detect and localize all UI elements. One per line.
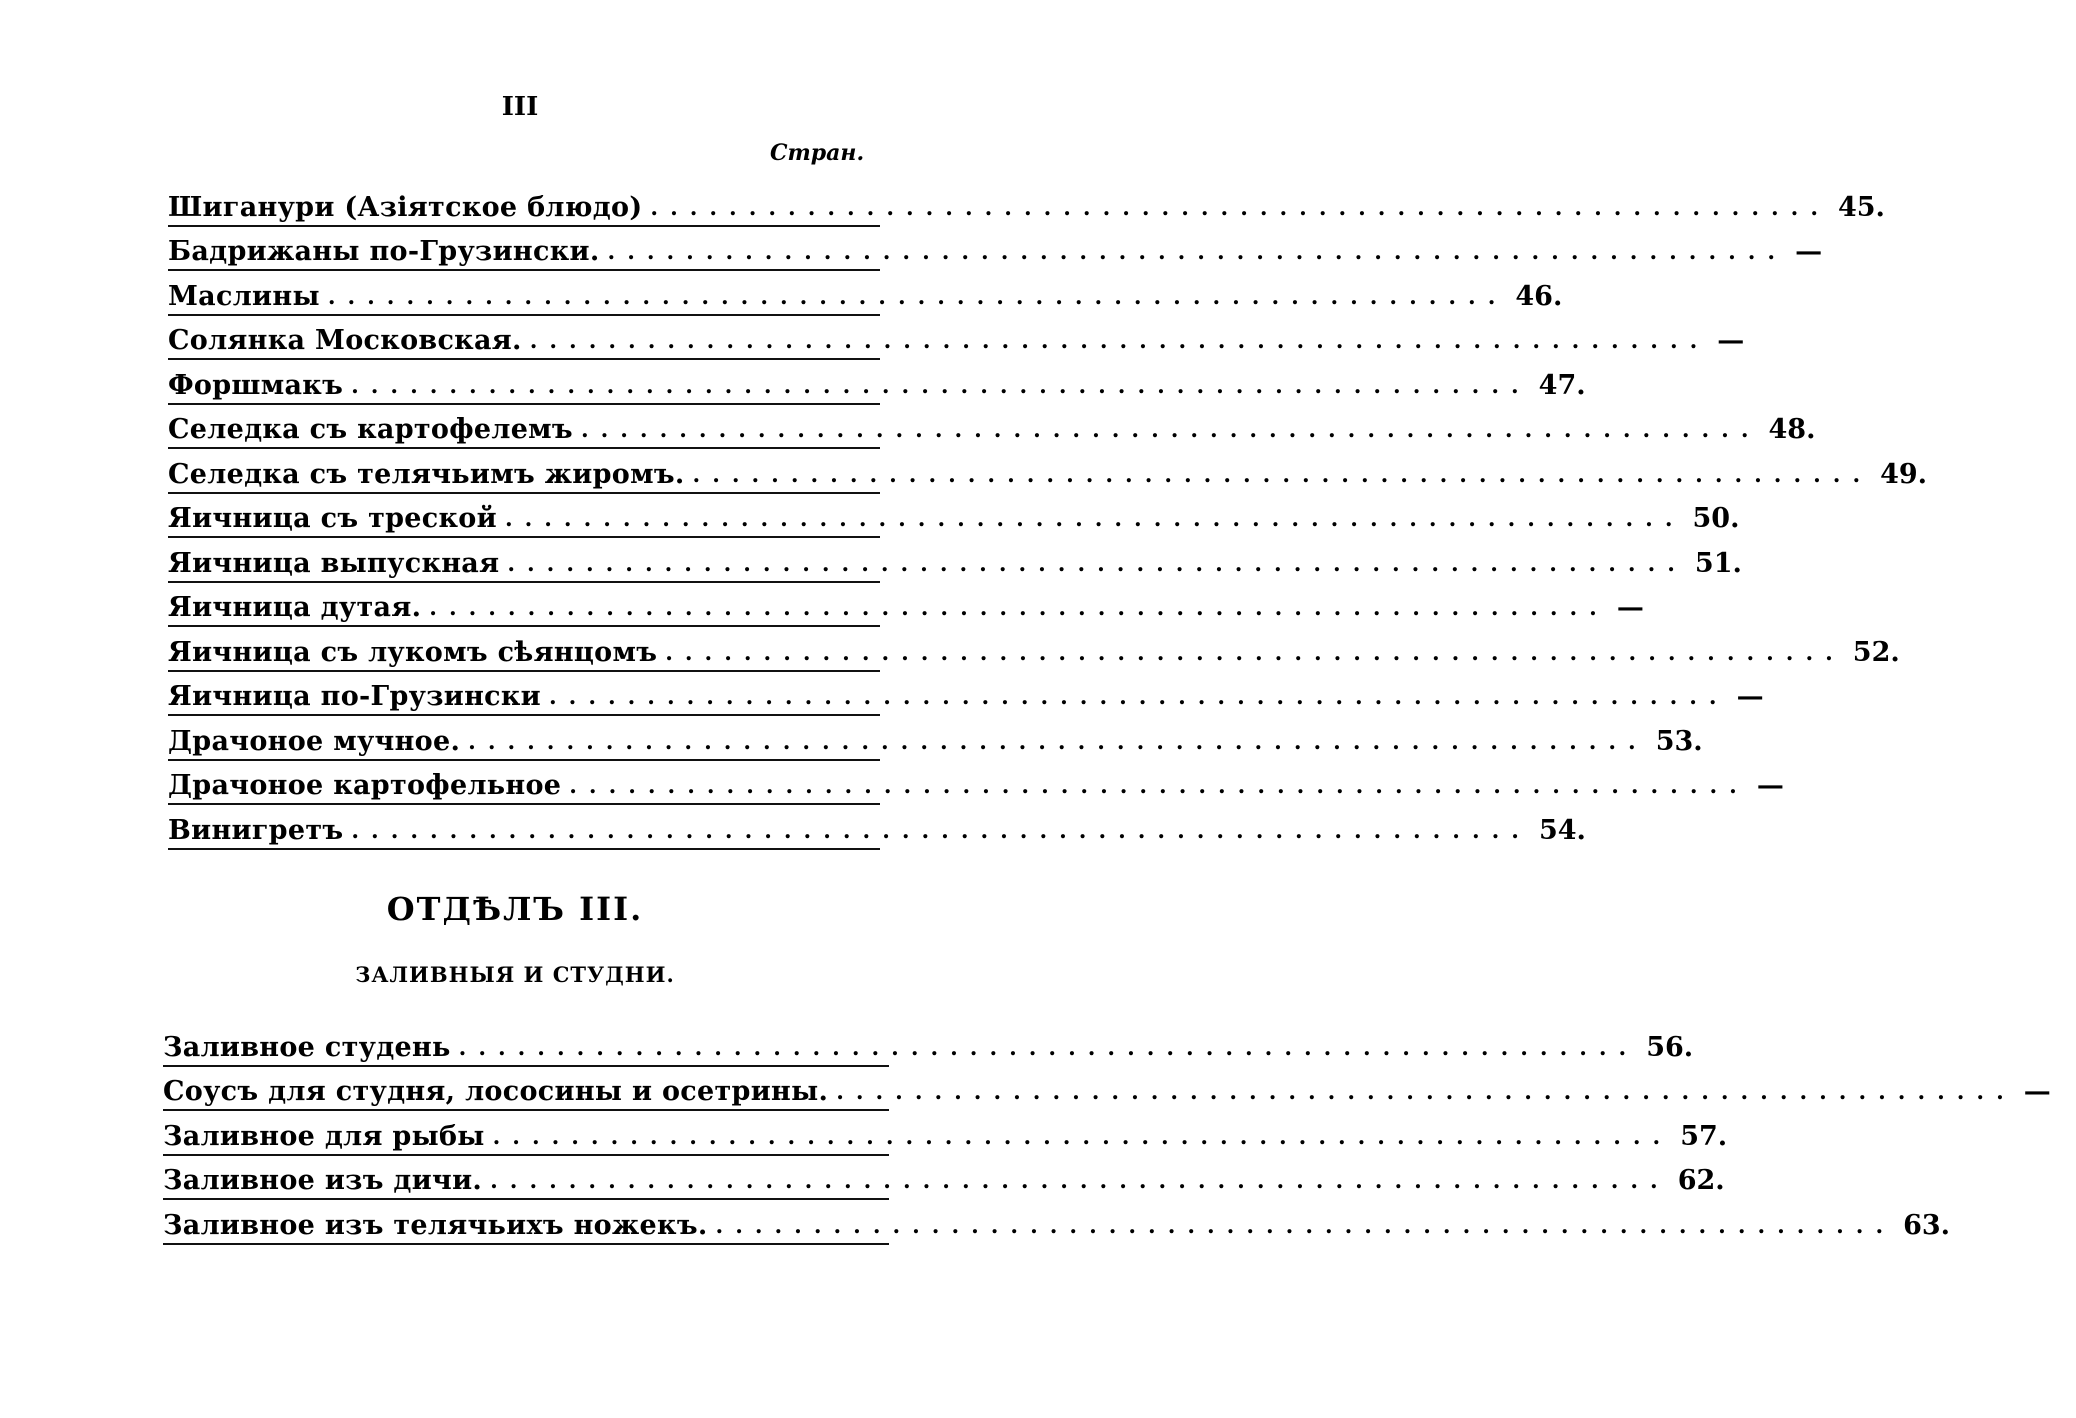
dot-leader: ............................................................ <box>569 773 1749 799</box>
dot-leader: ............................................................ <box>504 506 1685 532</box>
entry-page: — <box>1616 592 1644 623</box>
entry-page: 52. <box>1852 636 1900 668</box>
entry-title: Винигретъ <box>168 814 344 846</box>
entry-title: Яичница выпускная <box>168 547 500 579</box>
dot-leader: ............................................................ <box>549 684 1729 710</box>
entry-page: 51. <box>1694 547 1742 579</box>
entry-title: Солянка Московская. <box>168 325 522 356</box>
dot-leader: ............................................................ <box>492 1123 1673 1150</box>
entry-title: Заливное изъ дичи. <box>163 1165 483 1196</box>
entry-page: — <box>2023 1076 2051 1107</box>
entry-page: 45. <box>1837 191 1885 223</box>
page-number: III <box>501 92 539 122</box>
dot-leader: ............................................................ <box>468 728 1648 755</box>
toc-entry <box>168 449 1928 494</box>
dot-leader: ............................................................ <box>529 328 1710 354</box>
toc-entry <box>168 538 1742 583</box>
entry-page: — <box>1717 325 1745 356</box>
toc-entry <box>163 1156 1725 1201</box>
toc-entry <box>168 716 1703 761</box>
entry-title: Маслины <box>168 280 320 312</box>
entry-title: Бадрижаны по-Грузински. <box>168 236 600 267</box>
section-heading: ОТДѢЛЪ III. <box>386 890 644 928</box>
entry-title: Яичница съ треской <box>168 503 497 534</box>
toc-entry <box>168 182 1885 227</box>
entry-page: 53. <box>1655 725 1703 757</box>
toc-entry <box>168 805 1586 850</box>
entry-page: 63. <box>1903 1209 1951 1241</box>
dot-leader: ............................................................ <box>351 817 1531 844</box>
dot-leader: ............................................................ <box>327 283 1508 310</box>
toc-entry <box>168 316 1745 361</box>
toc-entry <box>163 1200 1951 1245</box>
dot-leader: ............................................................ <box>351 372 1531 399</box>
entry-title: Селедка съ картофелемъ <box>168 414 573 445</box>
toc-section-1 <box>168 182 1928 850</box>
entry-title: Яичница по-Грузински <box>168 681 541 712</box>
entry-title: Драчоное картофельное <box>168 770 562 801</box>
dot-leader: ............................................................ <box>715 1212 1896 1239</box>
toc-entry <box>163 1022 1694 1067</box>
toc-entry <box>168 583 1644 628</box>
dot-leader: ............................................................ <box>607 239 1788 265</box>
dot-leader: ............................................................ <box>692 461 1873 488</box>
dot-leader: ............................................................ <box>650 194 1830 221</box>
entry-title: Форшмакъ <box>168 369 344 401</box>
entry-title: Шиганури (Азіятское блюдо) <box>168 191 643 223</box>
toc-entry <box>168 227 1823 272</box>
dot-leader: ............................................................ <box>490 1168 1670 1194</box>
toc-entry <box>163 1067 2051 1112</box>
entry-page: — <box>1736 681 1764 712</box>
toc-entry <box>168 627 1900 672</box>
dot-leader: ............................................................ <box>507 550 1687 577</box>
entry-page: — <box>1795 236 1823 267</box>
entry-page: 47. <box>1538 369 1586 401</box>
entry-title: Соусъ для студня, лососины и осетрины. <box>163 1076 829 1107</box>
dot-leader: ............................................................ <box>665 639 1845 666</box>
entry-title: Селедка съ телячьимъ жиромъ. <box>168 458 685 490</box>
entry-title: Яичница дутая. <box>168 592 422 623</box>
entry-page: 54. <box>1538 814 1586 846</box>
entry-title: Заливное для рыбы <box>163 1120 485 1152</box>
page-column-header: Стран. <box>770 140 865 166</box>
toc-entry <box>168 271 1563 316</box>
entry-page: 46. <box>1515 280 1563 312</box>
dot-leader: ............................................................ <box>836 1079 2016 1105</box>
toc-entry <box>168 494 1740 539</box>
toc-entry <box>168 405 1816 450</box>
toc-entry <box>168 360 1586 405</box>
entry-title: Заливное студень <box>163 1031 451 1063</box>
dot-leader: ............................................................ <box>458 1034 1639 1061</box>
section-subheading: ЗАЛИВНЫЯ И СТУДНИ. <box>355 962 675 987</box>
dot-leader: ............................................................ <box>429 595 1609 621</box>
entry-title: Заливное изъ телячьихъ ножекъ. <box>163 1209 708 1241</box>
entry-page: 57. <box>1680 1120 1728 1152</box>
toc-entry <box>168 761 1784 806</box>
toc-section-2 <box>163 1022 2051 1245</box>
toc-entry <box>163 1111 1728 1156</box>
dot-leader: ............................................................ <box>580 417 1761 443</box>
entry-title: Драчоное мучное. <box>168 725 461 757</box>
entry-page: 56. <box>1646 1031 1694 1063</box>
entry-page: 62. <box>1677 1165 1725 1196</box>
entry-page: 49. <box>1880 458 1928 490</box>
entry-page: 50. <box>1692 503 1740 534</box>
entry-page: 48. <box>1768 414 1816 445</box>
toc-entry <box>168 672 1764 717</box>
entry-page: — <box>1756 770 1784 801</box>
entry-title: Яичница съ лукомъ сѣянцомъ <box>168 636 658 668</box>
